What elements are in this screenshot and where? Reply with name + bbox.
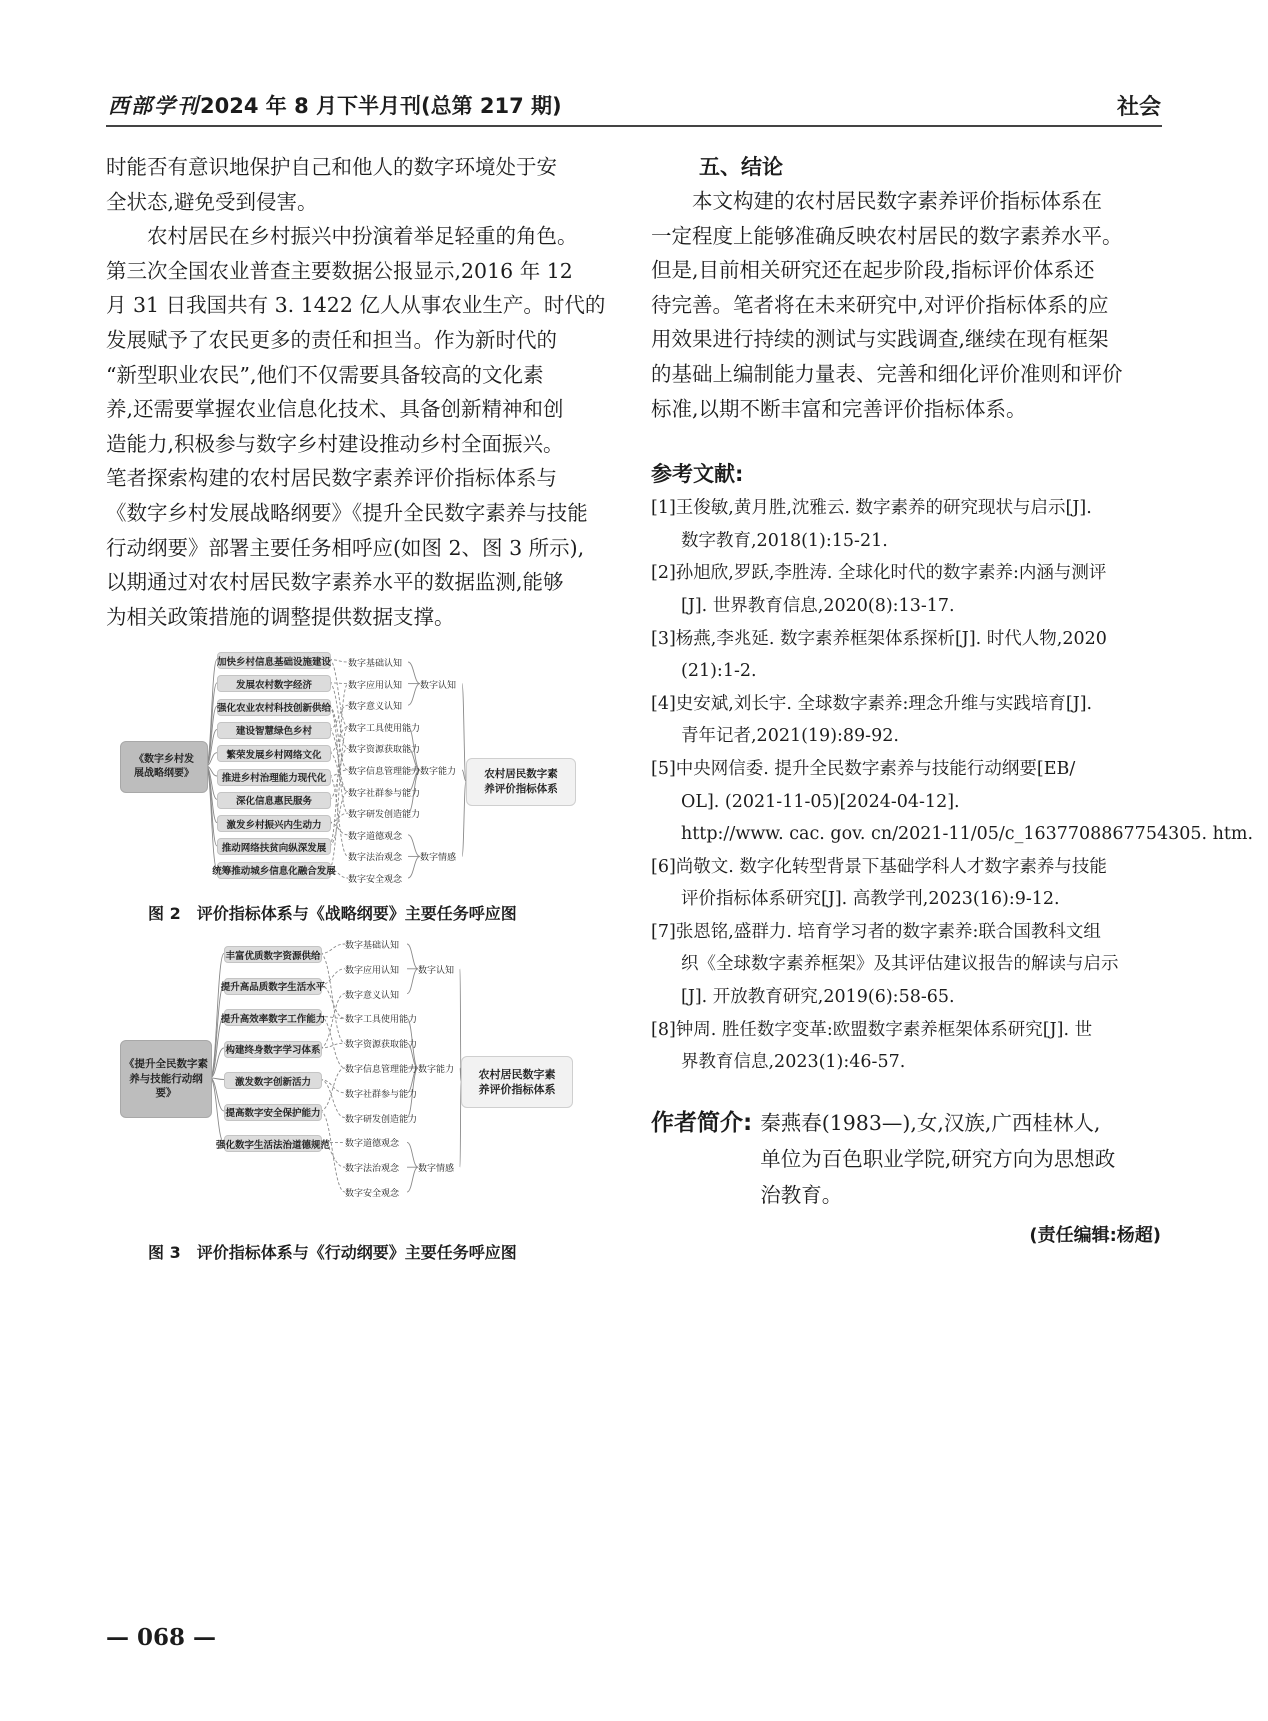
indicator-label: 数字法治观念 <box>345 1164 400 1175</box>
reference-line: http://www. cac. gov. cn/2021-11/05/c_1637708867754305. htm. <box>681 824 1254 845</box>
author-label: 作者简介: <box>651 1109 753 1136</box>
reference-line: [2]孙旭欣,罗跃,李胜涛. 全球化时代的数字素养:内涵与测评 <box>651 563 1107 584</box>
source-document-box: 《提升全民数字素 养与技能行动纲 要》 <box>120 1040 212 1118</box>
task-box: 推进乡村治理能力现代化 <box>217 769 331 786</box>
text-line: 时能否有意识地保护自己和他人的数字环境处于安 <box>106 155 557 179</box>
reference-line: 评价指标体系研究[J]. 高教学刊,2023(16):9-12. <box>681 889 1060 910</box>
connector <box>408 662 420 684</box>
connector <box>329 684 348 846</box>
task-box: 激发乡村振兴内生动力 <box>217 815 331 832</box>
task-box: 加快乡村信息基础设施建设 <box>217 652 331 669</box>
task-box: 提升高品质数字生活水平 <box>224 978 322 995</box>
author-text <box>752 1105 1115 1213</box>
reference-line: [7]张恩铭,盛群力. 培育学习者的数字素养:联合国教科文组 <box>651 921 1101 942</box>
reference-item <box>651 753 1254 851</box>
reference-line: (21):1-2. <box>681 661 757 682</box>
connector <box>320 1111 345 1192</box>
text-line: 为相关政策措施的调整提供数据支撑。 <box>106 604 455 629</box>
connector <box>329 727 348 869</box>
text-line: 《数字乡村发展战略纲要》《提升全民数字素养与技能 <box>106 500 588 525</box>
text-line: 月 31 日我国共有 3. 1422 亿人从事农业生产。时代的 <box>106 293 606 318</box>
text-line: 以期通过对农村居民数字素养水平的数据监测,能够 <box>106 570 564 595</box>
connector <box>320 1080 345 1093</box>
indicator-label: 数字应用认知 <box>345 965 400 976</box>
connector <box>320 1068 345 1111</box>
reference-line: 青年记者,2021(19):89-92. <box>681 726 899 747</box>
indicator-label: 数字应用认知 <box>348 680 403 691</box>
text-line: 一定程度上能够准确反映农村居民的数字素养水平。 <box>651 223 1123 248</box>
connector <box>408 684 420 706</box>
editor-note: (责任编辑:杨超) <box>1029 1224 1161 1246</box>
dimension-label: 数字认知 <box>418 965 455 976</box>
text-line: 造能力,积极参与数字乡村建设推动乡村全面振兴。 <box>106 431 564 456</box>
indicator-label: 数字基础认知 <box>348 659 403 669</box>
connector <box>320 954 345 1044</box>
body-paragraphs <box>106 150 611 634</box>
figure-3-caption: 图 3 评价指标体系与《行动纲要》主要任务呼应图 <box>148 1243 517 1262</box>
connector <box>407 969 418 994</box>
indicator-label: 数字工具使用能力 <box>345 1015 418 1026</box>
indicator-label: 数字工具使用能力 <box>348 723 421 734</box>
conclusion-heading: 五、结论 <box>699 155 783 179</box>
connector <box>408 835 420 857</box>
connector <box>320 944 345 954</box>
reference-item <box>651 557 1161 622</box>
reference-line: [4]史安斌,刘长宇. 全球数字素养:理念升维与实践培育[J]. <box>651 693 1093 714</box>
reference-line: [3]杨燕,李兆延. 数字素养框架体系探析[J]. 时代人物,2020 <box>651 628 1107 649</box>
connector <box>329 823 348 835</box>
text-line: “新型职业农民”,他们不仅需要具备较高的文化素 <box>106 362 544 387</box>
indicator-label: 数字意义认知 <box>348 702 403 713</box>
connector <box>329 660 348 663</box>
connector <box>408 856 420 878</box>
task-box: 激发数字创新活力 <box>224 1072 322 1089</box>
text-line: 养,还需要掌握农业信息化技术、具备创新精神和创 <box>106 397 564 422</box>
section-label: 社会 <box>1116 95 1161 120</box>
indicator-label: 数字信息管理能力 <box>348 767 421 777</box>
text-line: 全状态,避免受到侵害。 <box>106 189 318 214</box>
connector <box>329 705 348 729</box>
text-line: 标准,以期不断丰富和完善评价指标体系。 <box>651 396 1027 421</box>
header-divider <box>106 125 1162 127</box>
connector <box>407 1142 418 1167</box>
task-box: 强化农业农村科技创新供给 <box>217 699 331 716</box>
indicator-label: 数字资源获取能力 <box>348 745 421 756</box>
text-line: 但是,目前相关研究还在起步阶段,指标评价体系还 <box>651 258 1095 283</box>
reference-list <box>651 492 1254 1079</box>
reference-item <box>651 916 1161 1014</box>
reference-line: 界教育信息,2023(1):46-57. <box>681 1052 906 1073</box>
target-system-box: 农村居民数字素 养评价指标体系 <box>461 1056 573 1108</box>
task-box: 强化数字生活法治道德规范 <box>224 1135 322 1152</box>
task-box: 提高数字安全保护能力 <box>224 1104 322 1121</box>
author-line: 秦燕春(1983—),女,汉族,广西桂林人, <box>760 1110 1101 1135</box>
indicator-label: 数字资源获取能力 <box>345 1040 418 1051</box>
indicator-label: 数字法治观念 <box>348 853 403 864</box>
connector <box>329 727 348 753</box>
text-line: 用效果进行持续的测试与实践调查,继续在现有框架 <box>651 327 1109 352</box>
reference-item <box>651 623 1161 688</box>
conclusion-text <box>651 184 1161 426</box>
page-number: — 068 — <box>106 1624 217 1651</box>
text-line: 发展赋予了农民更多的责任和担当。作为新时代的 <box>106 327 557 352</box>
task-box: 构建终身数字学习体系 <box>224 1041 322 1058</box>
indicator-label: 数字安全观念 <box>348 875 403 885</box>
right-column <box>651 150 1254 1247</box>
connector <box>210 1078 224 1111</box>
reference-line: [6]尚敬文. 数字化转型背景下基础学科人才数字素养与技能 <box>651 856 1107 877</box>
reference-line: 织《全球数字素养框架》及其评估建议报告的解读与启示 <box>681 954 1119 975</box>
indicator-label: 数字基础认知 <box>345 941 400 951</box>
indicator-label: 数字信息管理能力 <box>345 1065 418 1075</box>
task-box: 推动网络扶贫向纵深发展 <box>217 838 331 855</box>
connector <box>329 683 348 684</box>
indicator-label: 数字社群参与能力 <box>345 1089 418 1100</box>
connector <box>320 1080 345 1118</box>
references-heading: 参考文献: <box>651 462 744 487</box>
reference-item <box>651 1014 1161 1079</box>
figure-2-caption: 图 2 评价指标体系与《战略纲要》主要任务呼应图 <box>148 904 517 923</box>
text-line: 的基础上编制能力量表、完善和细化评价准则和评价 <box>651 361 1123 386</box>
task-box: 丰富优质数字资源供给 <box>224 946 322 963</box>
author-bio <box>651 1105 1161 1213</box>
source-document-box: 《数字乡村发 展战略纲要》 <box>120 741 208 793</box>
reference-line: [8]钟周. 胜任数字变革:欧盟数字素养框架体系研究[J]. 世 <box>651 1019 1093 1040</box>
reference-line: [J]. 世界教育信息,2020(8):13-17. <box>681 595 955 616</box>
reference-line: 数字教育,2018(1):15-21. <box>681 530 888 551</box>
reference-item <box>651 492 1161 557</box>
author-line: 治教育。 <box>760 1182 843 1207</box>
text-line: 农村居民在乡村振兴中扮演着举足轻重的角色。 <box>106 224 578 249</box>
reference-line: [1]王俊敏,黄月胜,沈雅云. 数字素养的研究现状与启示[J]. <box>651 498 1092 519</box>
dimension-label: 数字情感 <box>420 853 457 864</box>
reference-line: OL]. (2021-11-05)[2024-04-12]. <box>681 791 960 812</box>
indicator-label: 数字研发创造能力 <box>345 1114 418 1125</box>
figure-3-diagram <box>120 930 605 1228</box>
figure-2-diagram <box>120 648 605 888</box>
indicator-label: 数字道德观念 <box>345 1139 400 1150</box>
indicator-label: 数字意义认知 <box>345 990 400 1001</box>
text-line: 笔者探索构建的农村居民数字素养评价指标体系与 <box>106 466 557 491</box>
dimension-label: 数字认知 <box>420 680 457 691</box>
text-line: 本文构建的农村居民数字素养评价指标体系在 <box>651 189 1102 213</box>
connector <box>407 944 418 969</box>
journal-logo: 西部学刊 <box>108 93 200 118</box>
text-line: 行动纲要》部署主要任务相呼应(如图 2、图 3 所示), <box>106 535 585 560</box>
left-column <box>106 150 611 634</box>
task-box: 发展农村数字经济 <box>217 675 331 692</box>
task-box: 深化信息惠民服务 <box>217 792 331 809</box>
reference-line: [5]中央网信委. 提升全民数字素养与技能行动纲要[EB/ <box>651 758 1076 779</box>
text-line: 待完善。笔者将在未来研究中,对评价指标体系的应 <box>651 292 1109 317</box>
indicator-label: 数字安全观念 <box>345 1189 400 1199</box>
connector <box>407 1167 418 1192</box>
dimension-label: 数字能力 <box>420 767 457 777</box>
task-box: 繁荣发展乡村网络文化 <box>217 745 331 762</box>
indicator-label: 数字研发创造能力 <box>348 810 421 821</box>
task-box: 建设智慧绿色乡村 <box>217 722 331 739</box>
author-line: 单位为百色职业学院,研究方向为思想政 <box>760 1146 1116 1171</box>
indicator-label: 数字社群参与能力 <box>348 788 421 799</box>
reference-line: [J]. 开放教育研究,2019(6):58-65. <box>681 987 955 1008</box>
reference-item <box>651 851 1161 916</box>
text-line: 第三次全国农业普查主要数据公报显示,2016 年 12 <box>106 258 573 283</box>
task-box: 提升高效率数字工作能力 <box>224 1009 322 1026</box>
dimension-label: 数字情感 <box>418 1164 455 1175</box>
issue-info: 2024 年 8 月下半月刊(总第 217 期) <box>200 94 562 118</box>
target-system-box: 农村居民数字素 养评价指标体系 <box>466 758 576 806</box>
dimension-label: 数字能力 <box>418 1065 455 1075</box>
task-box: 统筹推动城乡信息化融合发展 <box>217 862 331 879</box>
reference-item <box>651 688 1161 753</box>
indicator-label: 数字道德观念 <box>348 831 403 842</box>
